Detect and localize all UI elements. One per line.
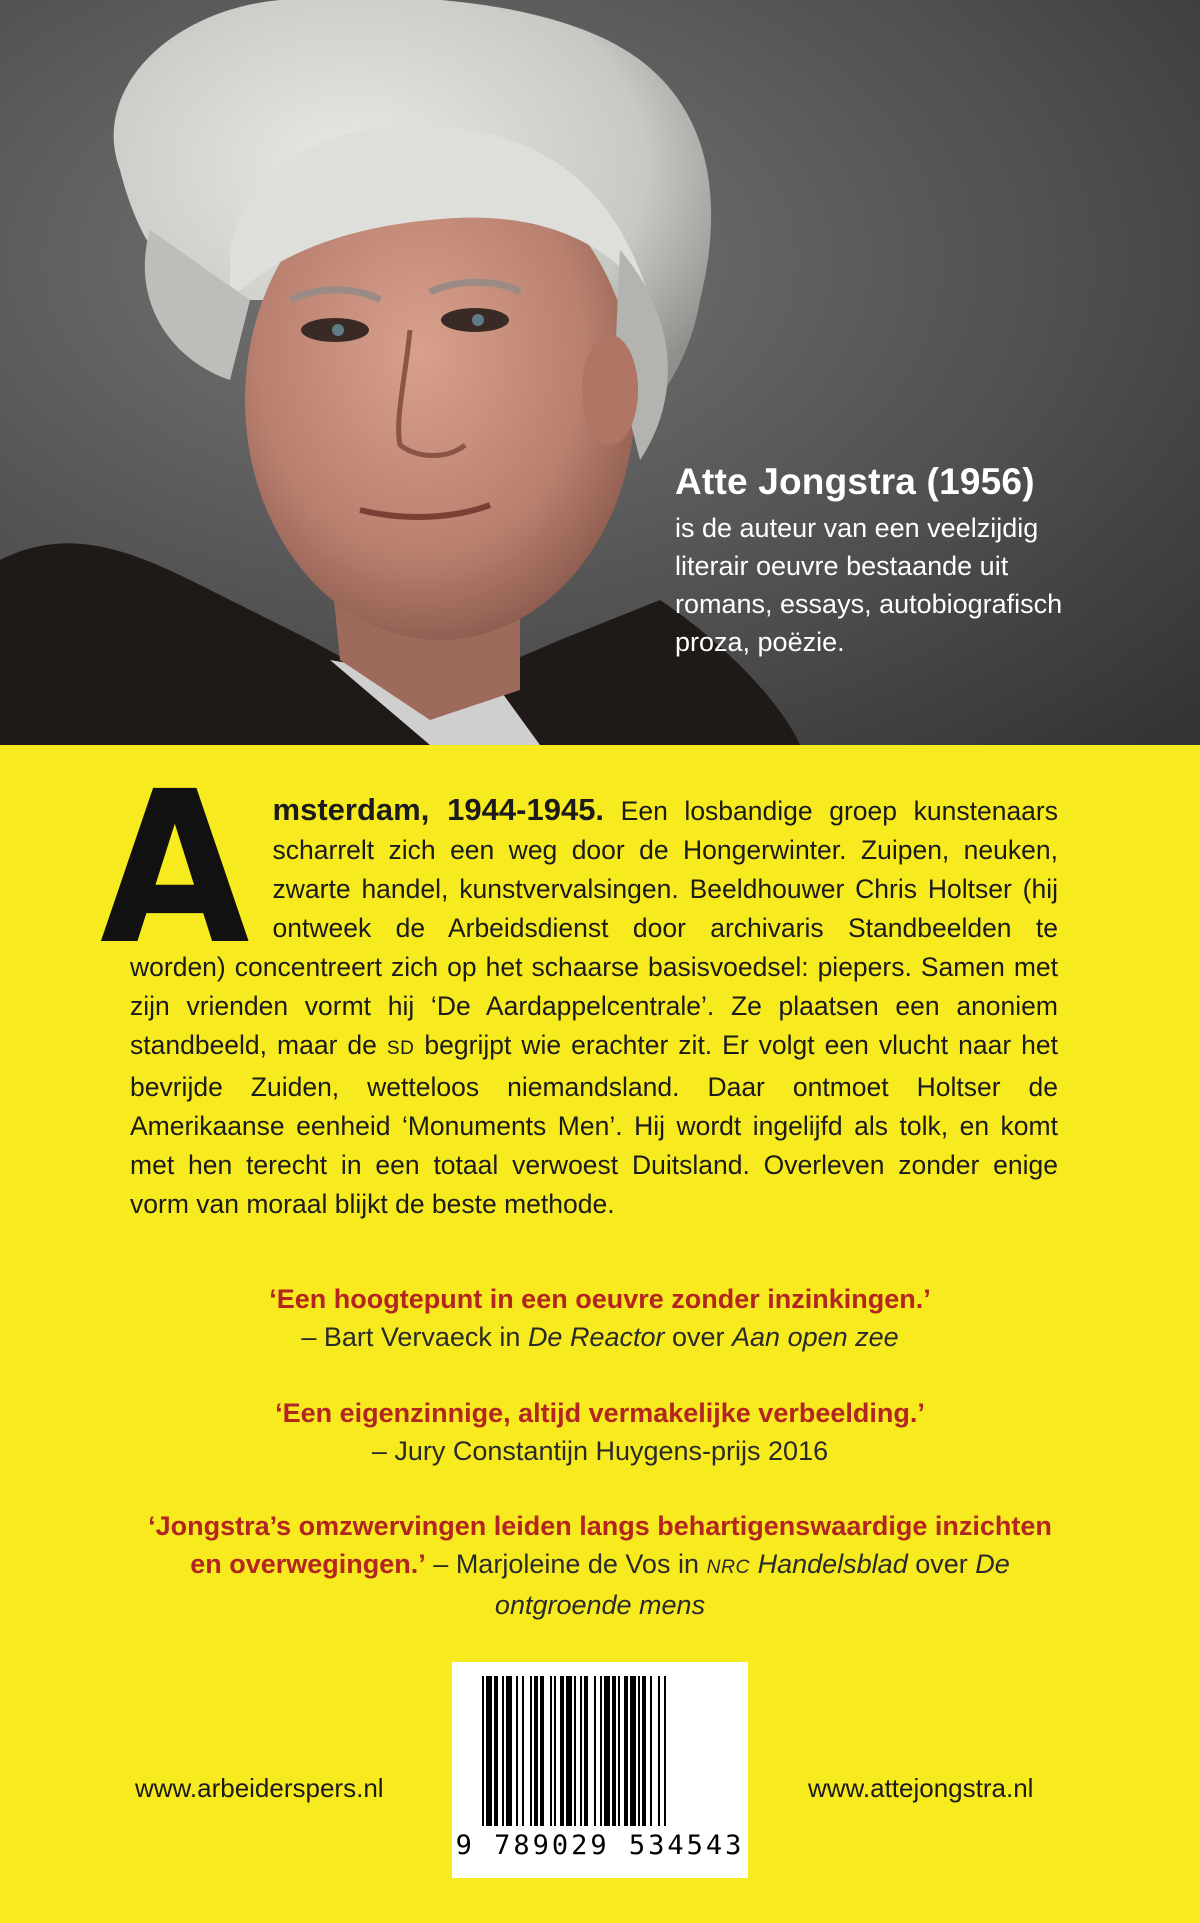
barcode-bar [560,1676,564,1826]
review-quote-1 [130,1280,1070,1356]
isbn-number: 9 789029 534543 [455,1830,745,1861]
review-quote-2 [130,1394,1070,1470]
quote-attribution [130,1318,1070,1356]
barcode-bar [580,1676,582,1826]
barcode-bar [540,1676,544,1826]
barcode-bar [486,1676,492,1826]
barcode-bar [574,1676,576,1826]
attr-work: Aan open zee [732,1322,899,1352]
attr-mid: over [907,1549,976,1579]
attr-work: De ontgroende mens [494,1549,1010,1620]
attr-prefix: – Marjoleine de Vos in [425,1549,707,1579]
publisher-url[interactable]: www.arbeiderspers.nl [135,1773,384,1803]
barcode-bar [550,1676,552,1826]
author-bio: is de auteur van een veelzijdig literair oeuvre bestaande uit romans, essays, autobiografisch proza, poëzie. [675,512,1063,657]
review-quote-3 [130,1507,1070,1624]
barcode-bar [624,1676,628,1826]
drop-cap: A [100,746,250,991]
barcode-bar [650,1676,652,1826]
quote-text: ‘Een eigenzinnige, altijd vermakelijke verbeelding.’ [275,1398,925,1428]
blurb-text-2: begrijpt wie erachter zit. Er volgt een vlucht naar het bevrijde Zuiden, wetteloos niemandsland. Daar ontmoet Holtser de Amerikaanse eenheid ‘Monuments Men’. Hij wordt ingelijfd als tolk, en komt met hen terecht in een totaal verwoest Duitsland. Overleven zonder enige vorm van moraal blijkt de beste methode. [130,1030,1058,1219]
quote-text: ‘Een hoogtepunt in een oeuvre zonder inzinkingen.’ [269,1284,931,1314]
attr-mid: over [664,1322,733,1352]
isbn-barcode [452,1662,748,1878]
barcode-bar [664,1676,666,1826]
barcode-bar [566,1676,572,1826]
author-name: Atte Jongstra (1956) [675,461,1035,502]
barcode-bar [554,1676,556,1826]
attr-source-sc: NRC [706,1556,751,1578]
barcode-bar [494,1676,498,1826]
barcode-bar [642,1676,646,1826]
barcode-bar [534,1676,538,1826]
barcode-bar [594,1676,596,1826]
blurb-lead: msterdam, 1944-1945. [272,792,605,827]
barcode-bar [516,1676,518,1826]
barcode-bar [502,1676,504,1826]
quote-attribution: – Jury Constantijn Huygens-prijs 2016 [371,1436,829,1466]
attr-source: De Reactor [527,1322,665,1352]
author-caption [675,462,1095,661]
barcode-bar [604,1676,610,1826]
book-blurb [100,746,1058,1224]
barcode-bar [658,1676,660,1826]
barcode-bars [482,1676,718,1836]
blurb-text-1: Een losbandige groep kunstenaars scharrelt zich een weg door de Hongerwinter. Zuipen, neuken, zwarte handel, kunstvervalsingen. Beeldhouwer Chris Holtser (hij ontweek de Arbeidsdienst door archivaris Standbeelden te worden) concentreert zich op het schaarse basisvoedsel: piepers. Samen met zijn vrienden vormt hij ‘De Aardappelcentrale’. Ze plaatsen een anoniem standbeeld, maar de [130,796,1058,1060]
author-url[interactable]: www.attejongstra.nl [808,1773,1034,1803]
barcode-bar [530,1676,532,1826]
quote-text: ‘Jongstra’s omzwervingen leiden langs behartigenswaardige inzichten en overwegingen.’ [148,1511,1052,1579]
barcode-bar [482,1676,484,1826]
barcode-bar [506,1676,512,1826]
barcode-bar [612,1676,616,1826]
barcode-bar [522,1676,524,1826]
barcode-bar [638,1676,640,1826]
barcode-bar [584,1676,588,1826]
barcode-bar [630,1676,636,1826]
blurb-sd: SD [386,1038,415,1059]
barcode-bar [600,1676,602,1826]
attr-source: Handelsblad [750,1549,908,1579]
barcode-bar [618,1676,620,1826]
attr-prefix: – Bart Vervaeck in [301,1322,528,1352]
